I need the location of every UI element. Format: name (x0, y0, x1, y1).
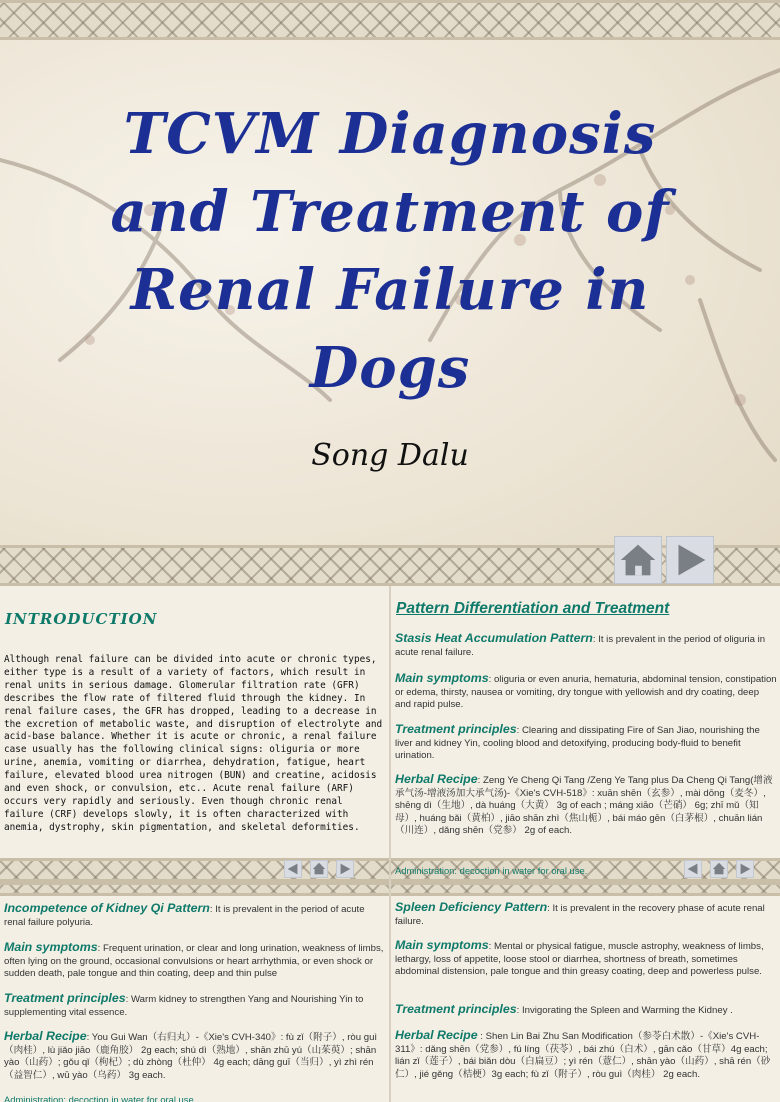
kidney-principles-label: Treatment principles (4, 991, 126, 1005)
slide-title: TCVM Diagnosis and Treatment of Renal Failure in Dogs (110, 101, 670, 401)
pattern-differentiation-title: Pattern Differentiation and Treatment (396, 600, 670, 617)
stasis-heat-section (395, 632, 777, 659)
intro-home-button[interactable] (310, 860, 328, 878)
home-button[interactable] (614, 536, 662, 584)
intro-footer-band (0, 858, 389, 882)
play-icon (737, 861, 753, 877)
spleen-symptoms-label: Main symptoms (395, 938, 489, 952)
pd-home-button[interactable] (710, 860, 728, 878)
pattern-label: Stasis Heat Accumulation Pattern (395, 631, 593, 645)
stasis-heat-recipe (395, 773, 777, 838)
kidney-principles-text: : Warm kidney to strengthen Yang and Nourishing Yin to supplementing vital essence. (4, 994, 364, 1018)
spleen-principles-text: : Invigorating the Spleen and Warming the Kidney . (516, 1005, 733, 1016)
symptoms-label: Main symptoms (395, 671, 489, 685)
stasis-heat-symptoms (395, 672, 777, 712)
bottom-pattern-band (0, 545, 780, 586)
kidney-symptoms (4, 941, 386, 981)
intro-next-button[interactable] (336, 860, 354, 878)
home-icon (311, 861, 327, 877)
intro-prev-button[interactable] (284, 860, 302, 878)
home-icon (615, 537, 661, 583)
home-icon (711, 861, 727, 877)
play-icon (667, 537, 713, 583)
kidney-administration: Administration: decoction in water for oral use. (4, 1094, 197, 1102)
kidney-top-band (0, 882, 389, 896)
back-icon (285, 861, 301, 877)
pd-administration: Administration: decoction in water for oral use. (395, 865, 588, 876)
spleen-pattern-section (395, 901, 777, 928)
spleen-recipe-text: : Shen Lin Bai Zhu San Modification（参苓白术散）-《Xie's CVH-311》: dǎng shēn（党参）, fú líng（茯苓）, bái zhú（白术）, gān cǎo（甘草）4g each; lián zǐ（莲子）, bái biǎn dòu（白扁豆）; yì rén（薏仁）, shān yào（山药）, shā rén（砂仁）, jié gěng（桔梗）3g each; fù zǐ（附子）, ròu guì（肉桂） 2g each. (395, 1031, 771, 1080)
kidney-recipe-label: Herbal Recipe (4, 1029, 87, 1043)
principles-label: Treatment principles (395, 722, 517, 736)
spleen-pattern-text: : It is prevalent in the recovery phase of acute renal failure. (395, 903, 765, 927)
spleen-recipe-label: Herbal Recipe (395, 1028, 478, 1042)
kidney-symptoms-text: : Frequent urination, or clear and long urination, weakness of limbs, often lying on the ground, occasional convulsions or heart arrhythmia, or even shock or sudden death, pale tongue and thin coating, deep and thin pulse (4, 943, 384, 980)
pd-prev-button[interactable] (684, 860, 702, 878)
author-name: Song Dalu (311, 438, 469, 473)
spleen-symptoms (395, 939, 777, 979)
recipe-label: Herbal Recipe (395, 772, 478, 786)
kidney-principles (4, 992, 386, 1019)
spleen-principles (395, 1003, 777, 1018)
kidney-recipe-text: : You Gui Wan（右归丸）-《Xie's CVH-340》: fù zǐ（附子）, ròu guì（肉桂）, lù jiǎo jiāo（鹿角胶） 2g each; shú dì（熟地）, shān zhū yú（山茱萸）; shān yào（山药）; gǒu qǐ（枸杞）; dù zhòng（杜仲） 4g each; dāng guī（当归）, yì zhì rén（益智仁）, wū yào（乌药） 3g each. (4, 1032, 378, 1081)
next-slide-button[interactable] (666, 536, 714, 584)
spleen-top-band (391, 882, 780, 896)
spleen-pattern-label: Spleen Deficiency Pattern (395, 900, 548, 914)
stasis-heat-principles (395, 723, 777, 763)
principles-text: : Clearing and dissipating Fire of San Jiao, nourishing the liver and kidney Yin, cooling blood and detoxifying, producing body-fluid to benefit urination. (395, 725, 760, 762)
kidney-pattern-label: Incompetence of Kidney Qi Pattern (4, 901, 210, 915)
back-icon (685, 861, 701, 877)
kidney-pattern-text: : It is prevalent in the period of acute renal failure polyuria. (4, 904, 365, 928)
spleen-symptoms-text: : Mental or physical fatigue, muscle astrophy, weakness of limbs, lethargy, loss of appetite, loose stool or diarrhea, shortness of breath, sometimes abdominal distension, pale tongue and thin greasy coating, deep and powerless pulse. (395, 941, 764, 978)
pattern-text: : It is prevalent in the period of oliguria in acute renal failure. (395, 634, 766, 658)
introduction-title: INTRODUCTION (5, 610, 158, 628)
spleen-principles-label: Treatment principles (395, 1002, 517, 1016)
introduction-body: Although renal failure can be divided into acute or chronic types, either type is a result of a variety of factors, which result in renal units in serious damage. Glomerular filtration rate (GFR) describes the flow rate of filtered fluid through the kidney. In renal failure cases, the GFR has dropped, leading to a decrease in the excretion of metabolic waste, and disruption of electrolyte and acid-base balance. Whether it is acute or chronic, a renal failure case usually has the following clinical signs: oliguria or more urine, anemia, vomiting or diarrhea, dehydration, fatigue, heart failure, elevated blood urea nitrogen (BUN) and creatine, acidosis and even shock, or convulsion, etc.. Acute renal failure (ARF) occurs very rapidly and seriously. Even though chronic renal failure (CRF) develops slowly, it is often characterized with anemia, dystrophy, skin pigmentation, and skeletal deformities. (4, 654, 383, 833)
recipe-text: : Zeng Ye Cheng Qi Tang /Zeng Ye Tang plus Da Cheng Qi Tang(增液承气汤-增液汤加大承气汤)-《Xie's CVH-518》: xuān shēn（玄参）, mài dōng（麦冬）, shēng dì（生地）, dà huáng（大黄） 3g of each ; máng xiāo（芒硝） 6g; zhī mǔ（知母）, huáng bǎi（黄柏）, jiāo shān zhì（焦山栀）, bái máo gēn（白茅根）, chuān lián（川连）, dǎng shēn（党参） 2g of each. (395, 775, 773, 837)
play-icon (337, 861, 353, 877)
symptoms-text: : oliguria or even anuria, hematuria, abdominal tension, constipation or edema, thirsty, nausea or vomiting, dry tongue with yellowish and dry coating, deep and rapid pulse. (395, 674, 777, 711)
kidney-recipe (4, 1030, 386, 1082)
spleen-recipe (395, 1029, 777, 1081)
top-pattern-band (0, 0, 780, 40)
kidney-symptoms-label: Main symptoms (4, 940, 98, 954)
kidney-pattern-section (4, 902, 386, 929)
pd-next-button[interactable] (736, 860, 754, 878)
